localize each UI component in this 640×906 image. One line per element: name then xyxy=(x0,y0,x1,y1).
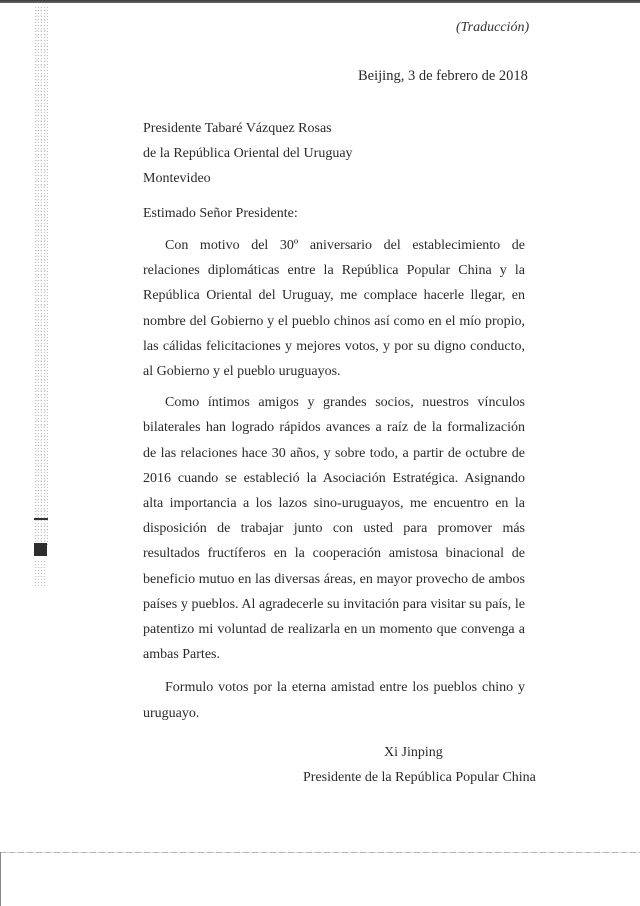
scan-artifact-block xyxy=(34,543,47,556)
signature-title: Presidente de la República Popular China xyxy=(303,770,536,785)
scan-artifact-strip-lower xyxy=(34,560,47,586)
salutation: Estimado Señor Presidente: xyxy=(143,206,298,221)
scan-artifact-strip xyxy=(34,6,48,546)
scan-artifact-mark xyxy=(34,518,48,520)
recipient-line: de la República Oriental del Uruguay xyxy=(143,146,353,161)
recipient-block xyxy=(143,116,353,191)
scan-top-border xyxy=(0,0,640,3)
signature-name: Xi Jinping xyxy=(384,745,443,760)
body-paragraph: Con motivo del 30º aniversario del establecimiento de relaciones diplomáticas entre la República Popular China y la República Oriental del Uruguay, me complace hacerle llegar, en nombre del Gobierno y el pueblo chinos así como en el mío propio, las cálidas felicitaciones y mejores votos, y por su digno conducto, al Gobierno y el pueblo uruguayos. xyxy=(143,238,525,380)
recipient-line: Presidente Tabaré Vázquez Rosas xyxy=(143,121,332,136)
dateline: Beijing, 3 de febrero de 2018 xyxy=(358,68,528,84)
letter-body xyxy=(143,233,525,732)
recipient-line: Montevideo xyxy=(143,171,211,186)
translation-note: (Traducción) xyxy=(456,20,530,35)
scan-bottom-line xyxy=(0,852,640,853)
scan-left-edge xyxy=(0,852,1,906)
closing-paragraph: Formulo votos por la eterna amistad entre los pueblos chino y uruguayo. xyxy=(143,680,525,721)
body-paragraph: Como íntimos amigos y grandes socios, nuestros vínculos bilaterales han logrado rápidos avances a raíz de la formalización de las relaciones hace 30 años, y sobre todo, a partir de octubre de 2016 cuando se estableció la Asociación Estratégica. Asignando alta importancia a los lazos sino-uruguayos, me encuentro en la disposición de trabajar junto con usted para promover más resultados fructíferos en la cooperación amistosa binacional de beneficio mutuo en las diversas áreas, en mayor provecho de ambos países y pueblos. Al agradecerle su invitación para visitar su país, le patentizo mi voluntad de realizarla en un momento que convenga a ambas Partes. xyxy=(143,395,525,663)
